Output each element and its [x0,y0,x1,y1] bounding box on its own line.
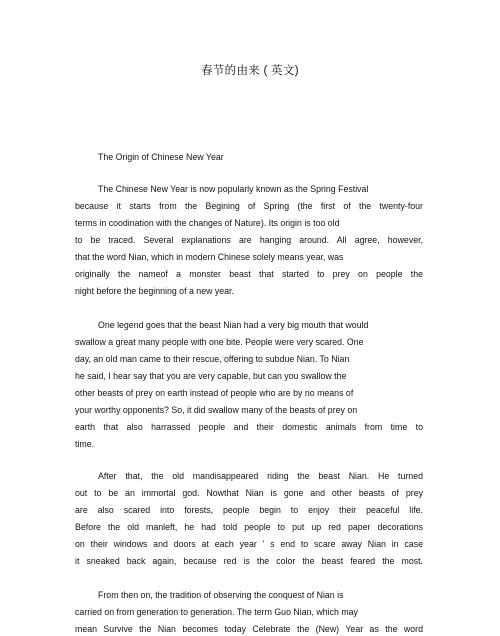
paragraph-line: out to be an immortal god. Nowthat Nian is gone and other beasts of prey [75,488,423,498]
paragraph-line: to be traced. Several explanations are hanging around. All agree, however, [75,235,423,245]
paragraph-line: mean Survive the Nian becomes today Celebrate the (New) Year as the word [75,624,423,634]
paragraph-line: day, an old man came to their rescue, offering to subdue Nian. To Nian [75,354,350,364]
paragraph-line: night before the beginning of a new year. [75,286,234,296]
paragraph-line: After that, the old mandisappeared riding the beast Nian. He turned [98,471,423,481]
paragraph-line: your worthy opponents? So, it did swallow many of the beasts of prey on [75,405,358,415]
paragraph-line: that the word Nian, which in modern Chinese solely means year, was [75,252,344,262]
paragraph-line: earth that also harrassed people and their domestic animals from time to [75,422,423,432]
paragraph-line: it sneaked back again, because red is the color the beast feared the most. [75,556,423,566]
section-heading: The Origin of Chinese New Year [98,152,224,162]
paragraph-line: he said, I hear say that you are very capable, but can you swallow the [75,371,347,381]
paragraph-line: other beasts of prey on earth instead of people who are by no means of [75,388,354,398]
paragraph-line: terms in coodination with the changes of Nature). Its origin is too old [75,218,340,228]
paragraph-line: time. [75,439,95,449]
paragraph-line: swallow a great many people with one bite. People were very scared. One [75,337,364,347]
paragraph-line: are also scared into forests, people begin to enjoy their peaceful life. [75,505,423,515]
paragraph-line: Before the old manleft, he had told people to put up red paper decorations [75,522,423,532]
paragraph-line: because it starts from the Begining of Spring (the first of the twenty-four [75,201,423,211]
paragraph-line: From then on, the tradition of observing the conquest of Nian is [98,590,344,600]
paragraph-line: One legend goes that the beast Nian had a very big mouth that would [98,320,369,330]
paragraph-line: originally the nameof a monster beast that started to prey on people the [75,269,423,279]
page-title: 春节的由来 ( 英文) [201,65,299,77]
paragraph-line: The Chinese New Year is now popularly known as the Spring Festival [98,184,369,194]
paragraph-line: carried on from generation to generation. The term Guo Nian, which may [75,607,358,617]
paragraph-line: on their windows and doors at each year ’ s end to scare away Nian in case [75,539,423,549]
